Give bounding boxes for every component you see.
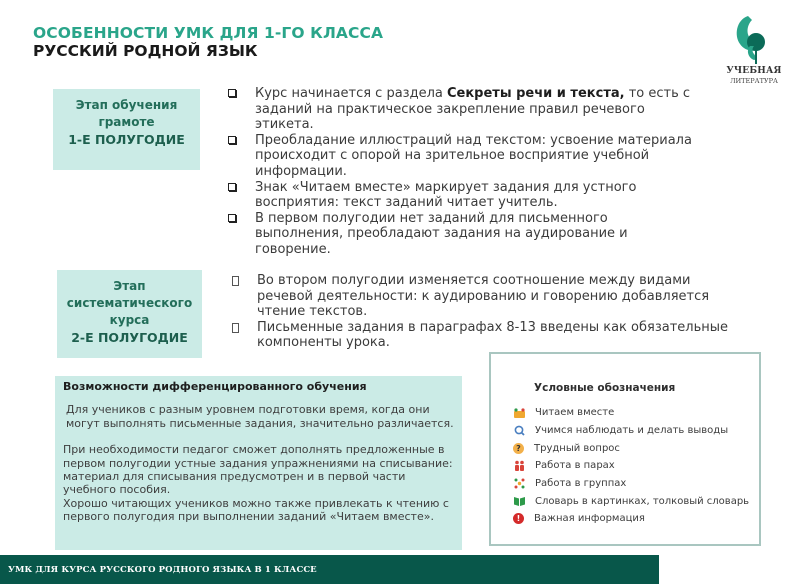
stage2-title-cont2: курса: [109, 313, 150, 327]
list-item: Во втором полугодии изменяется соотношение между видами речевой деятельности: к аудированию и говорению добавляется чтение текстов.: [230, 273, 740, 320]
differentiation-paragraph: Для учеников с разным уровнем подготовки время, когда они могут выполнять письменные задания, значительно различается.: [66, 403, 454, 430]
list-item: В первом полугодии нет заданий для письменного выполнения, преобладают задания на аудирование и говорение.: [228, 211, 698, 258]
stage2-bullet-list: [230, 273, 740, 351]
logo-subtext: ЛИТЕРАТУРА: [730, 77, 778, 85]
magnifier-icon: [513, 425, 525, 437]
list-item: Знак «Читаем вместе» маркирует задания для устного восприятия: текст заданий читает учитель.: [228, 180, 698, 211]
page-subtitle: РУССКИЙ РОДНОЙ ЯЗЫК: [33, 42, 258, 60]
legend-item: ! Важная информация: [513, 510, 749, 528]
list-item: Курс начинается с раздела Секреты речи и текста, то есть с заданий на практическое закрепление правил речевого этикета.: [228, 86, 698, 133]
checkbox-bullet-icon: [228, 214, 236, 222]
stage1-title-cont: грамоте: [98, 115, 155, 129]
page-title: ОСОБЕННОСТИ УМК ДЛЯ 1-ГО КЛАССА: [33, 24, 384, 42]
footer-text: УМК ДЛЯ КУРСА РУССКОГО РОДНОГО ЯЗЫКА В 1 КЛАССЕ: [8, 564, 317, 575]
logo-text: УЧЕБНАЯ: [726, 66, 782, 76]
legend-item: Читаем вместе: [513, 404, 749, 422]
list-item: Письменные задания в параграфах 8-13 введены как обязательные компоненты урока.: [230, 320, 740, 351]
legend-item: ? Трудный вопрос: [513, 439, 749, 457]
dictionary-icon: [513, 495, 525, 507]
box-bullet-icon: [232, 323, 239, 333]
stage1-period: 1-Е ПОЛУГОДИЕ: [68, 132, 185, 147]
checkbox-bullet-icon: [228, 89, 236, 97]
differentiation-paragraph: Хорошо читающих учеников можно также привлекать к чтению с первого полугодия при выполнении заданий «Читаем вместе».: [63, 496, 449, 524]
legend-heading: Условные обозначения: [534, 382, 676, 394]
group-work-icon: [513, 478, 525, 490]
pair-work-icon: [513, 460, 525, 472]
legend-list: [513, 404, 749, 528]
footer-bar: [0, 555, 659, 584]
stage2-period: 2-Е ПОЛУГОДИЕ: [71, 330, 188, 345]
stage1-title: Этап обучения: [75, 98, 178, 112]
list-item: Преобладание иллюстраций над текстом: усвоение материала происходит с опорой на зрительное восприятие учебной информации.: [228, 133, 698, 180]
differentiation-box: [55, 376, 462, 550]
checkbox-bullet-icon: [228, 183, 236, 191]
legend-item: Словарь в картинках, толковый словарь: [513, 492, 749, 510]
differentiation-heading: Возможности дифференцированного обучения: [63, 380, 367, 393]
box-bullet-icon: [232, 276, 239, 286]
legend-item: Работа в группах: [513, 475, 749, 493]
stage1-bullet-list: [228, 86, 698, 258]
stage2-box: [57, 270, 202, 358]
legend-item: Работа в парах: [513, 457, 749, 475]
checkbox-bullet-icon: [228, 136, 236, 144]
stage1-box: [53, 89, 200, 170]
important-icon: !: [513, 513, 524, 524]
stage2-title: Этап: [113, 279, 146, 293]
stage2-title-cont: систематического: [66, 296, 193, 310]
question-icon: ?: [513, 443, 524, 454]
legend-box: [489, 352, 761, 546]
differentiation-paragraph: При необходимости педагог сможет дополнять предложенные в первом полугодии устные задания упражнениями на списывание: материал для списывания предусмотрен и в первой части учебного пособия.: [63, 443, 453, 497]
read-together-icon: [513, 407, 525, 419]
legend-item: Учимся наблюдать и делать выводы: [513, 422, 749, 440]
